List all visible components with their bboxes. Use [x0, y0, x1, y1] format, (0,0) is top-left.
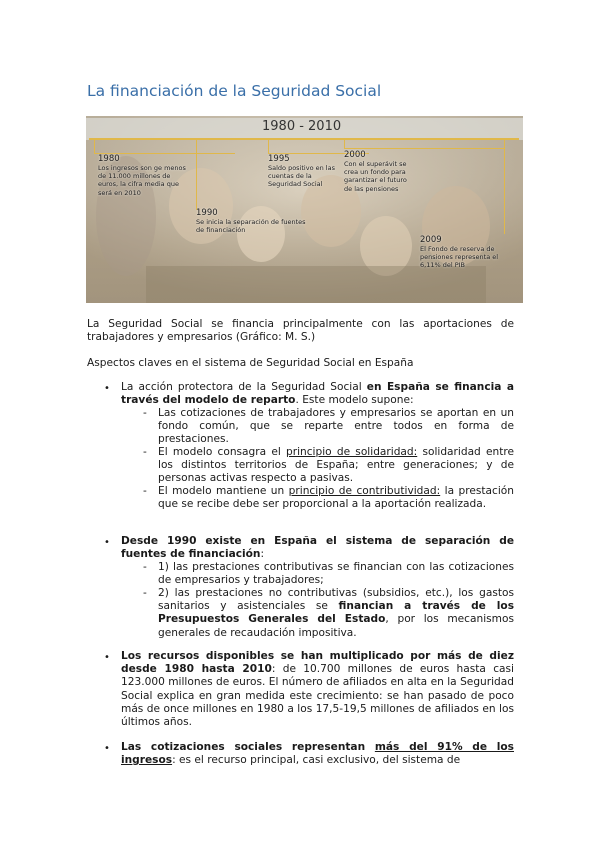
- bullet-4-post: : es el recurso principal, casi exclusivo, del sistema de: [172, 754, 461, 767]
- bullet-3-post: : de 10.700 millones de euros hasta casi 123.000 millones de euros. El número de afiliados en alta en la Seguridad Social explica en gran medida este crecimiento: se han pasado de poco más de once millones en 1980 a los 17,5-19,5 millones de afiliados en los últimos años.: [121, 663, 514, 729]
- event-year: 2009: [420, 235, 442, 245]
- event-2000: [344, 150, 416, 193]
- timeline-infographic: [86, 116, 523, 303]
- sub-pre: El modelo mantiene un: [158, 485, 289, 497]
- section-heading: Aspectos claves en el sistema de Seguridad Social en España: [87, 357, 414, 369]
- dash-marker: -: [143, 407, 147, 419]
- bullet-marker: •: [104, 537, 110, 548]
- bullet-2-sub-2: [158, 587, 514, 640]
- event-1980: [98, 154, 188, 197]
- connector-1990: [196, 138, 197, 210]
- dash-marker: -: [143, 485, 147, 497]
- bullet-2-bold: Desde 1990 existe en España el sistema de separación de fuentes de financiación: [121, 535, 514, 561]
- event-text: Saldo positivo en las cuentas de la Seguridad Social: [268, 164, 335, 189]
- page-title: La financiación de la Seguridad Social: [87, 82, 382, 100]
- sub-pre: El modelo consagra el: [158, 446, 286, 458]
- event-year: 2000: [344, 150, 366, 160]
- event-year: 1990: [196, 208, 218, 218]
- bullet-2-sub-1: 1) las prestaciones contributivas se financian con las cotizaciones de empresarios y trabajadores;: [158, 561, 514, 587]
- bullet-1-pre: La acción protectora de la Seguridad Social: [121, 381, 367, 393]
- bullet-3-bold: Los recursos disponibles se han multiplicado por más de diez desde 1980 hasta 2010: [121, 650, 514, 676]
- event-year: 1980: [98, 154, 120, 164]
- bullet-1-bold: en España se financia a través del modelo de reparto: [121, 381, 514, 407]
- bullet-4: [121, 741, 514, 767]
- connector-2000: [344, 138, 505, 149]
- event-2009: [420, 235, 520, 270]
- connector-1980: [94, 138, 235, 154]
- event-text: El Fondo de reserva de pensiones representa el 6,11% del PIB: [420, 245, 499, 270]
- sub-pre: 2) las prestaciones no contributivas (subsidios, etc.), los gastos sanitarios y asistenciales se: [158, 587, 514, 613]
- bullet-marker: •: [104, 652, 110, 663]
- bullet-4-bold: Las cotizaciones sociales representan: [121, 741, 375, 753]
- sub-post: solidaridad entre los distintos territorios de España; entre generaciones; y de personas activas respecto a pasivas.: [158, 446, 515, 485]
- image-caption: La Seguridad Social se financia principalmente con las aportaciones de trabajadores y empresarios (Gráfico: M. S.): [87, 318, 514, 344]
- timeline-title: 1980 - 2010: [262, 119, 342, 134]
- bullet-2-post: :: [260, 548, 265, 561]
- event-text: Los ingresos son ge menos de 11.000 millones de euros, la cifra media que será en 2010: [98, 164, 186, 197]
- bullet-1-sub-1: Las cotizaciones de trabajadores y empresarios se aportan en un fondo común, que se reparte entre todos en forma de prestaciones.: [158, 407, 514, 446]
- bullet-2: [121, 535, 514, 561]
- connector-2009: [504, 138, 505, 234]
- event-1990: [196, 208, 306, 234]
- principle-solidarity: principio de solidaridad:: [286, 446, 418, 458]
- bullet-4-bold-underline: más del 91% de los ingresos: [121, 741, 514, 767]
- bullet-1-sub-3: [158, 485, 514, 511]
- bullet-marker: •: [104, 743, 110, 754]
- principle-contributivity: principio de contributividad:: [288, 485, 441, 497]
- bullet-1-sub-2: [158, 446, 514, 486]
- sub-post: , por los mecanismos generales de recaudación impositiva.: [158, 613, 514, 639]
- bullet-1: [121, 381, 514, 407]
- sub-bold: financian a través de los Presupuestos Generales del Estado: [158, 600, 514, 626]
- event-text: Se inicia la separación de fuentes de financiación: [196, 218, 306, 235]
- bullet-3: [121, 650, 514, 729]
- dash-marker: -: [143, 561, 147, 573]
- dash-marker: -: [143, 446, 147, 458]
- bullet-1-post: . Este modelo supone:: [295, 394, 414, 407]
- bullet-marker: •: [104, 383, 110, 394]
- event-1995: [268, 154, 340, 189]
- event-text: Con el superávit se crea un fondo para garantizar el futuro de las pensiones: [344, 160, 407, 193]
- dash-marker: -: [143, 587, 147, 599]
- event-year: 1995: [268, 154, 290, 164]
- sub-post: la prestación que se recibe debe ser proporcional a la aportación realizada.: [158, 485, 514, 511]
